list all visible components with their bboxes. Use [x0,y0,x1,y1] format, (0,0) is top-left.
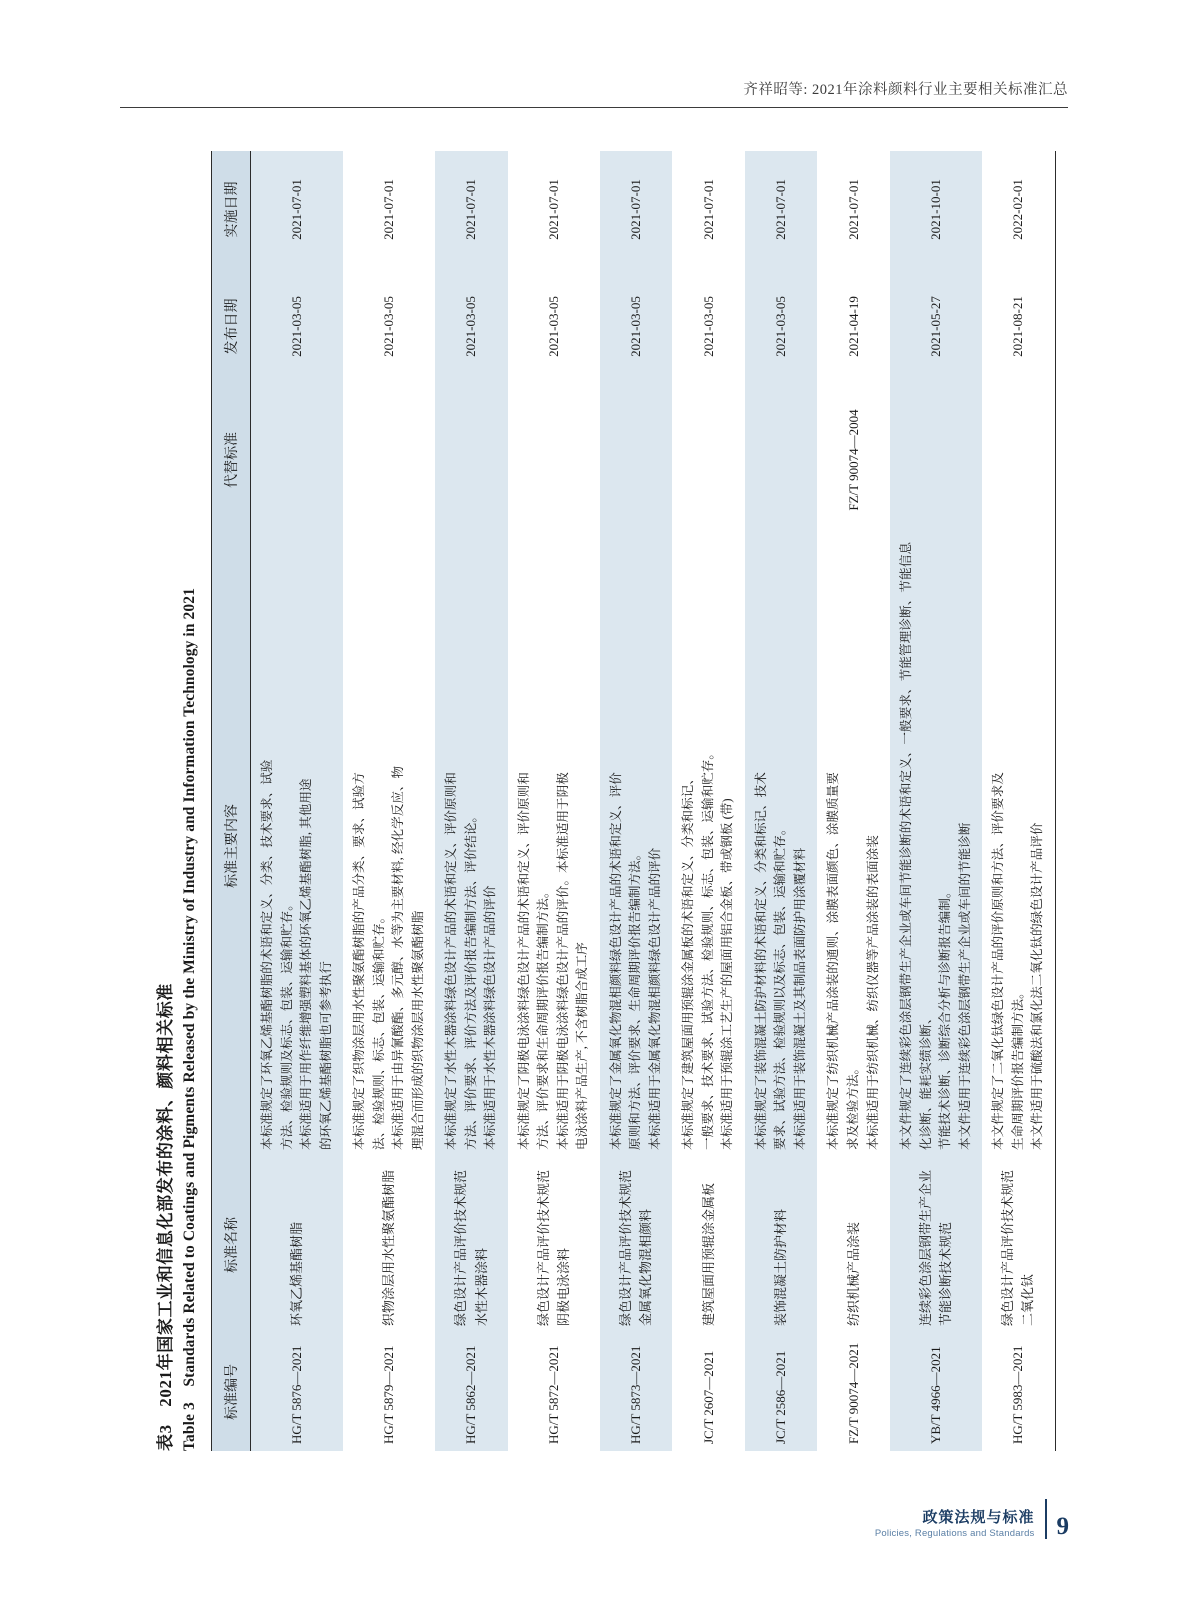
footer-divider [1045,1499,1047,1539]
footer-section-label [875,1509,1035,1540]
cell-standard-content [343,535,435,1157]
table-row [599,151,672,1451]
content-line: 节能技术诊断、诊断综合分析与诊断报告编制。 [937,885,952,1150]
standards-table [211,151,1056,1451]
cell-standard-name: 织物涂层用水性聚氨酯树脂 [343,1157,435,1333]
cell-standard-content [672,535,745,1157]
content-line: 本标准适用于阴极电泳涂料绿色设计产品的评价。本标准适用于阴极 [555,772,570,1150]
col-header-name: 标准名称 [211,1157,250,1333]
cell-replaced-standard [507,385,599,535]
content-line: 方法、检验规则及标志、包装、运输和贮存。 [279,898,294,1150]
cell-standard-number: HG/T 5876—2021 [250,1333,343,1451]
cell-standard-number: HG/T 5862—2021 [435,1333,508,1451]
content-line: 本标准适用于预辊涂工艺生产的屋面用铝合金板、带或钢板 (带) [719,798,734,1150]
table-row [250,151,343,1451]
cell-published-date: 2021-03-05 [250,268,343,385]
cell-implemented-date: 2021-07-01 [435,151,508,268]
content-line: 本标准适用于水性木器涂料绿色设计产品的评价 [482,885,497,1150]
table-row [982,151,1055,1451]
cell-replaced-standard [672,385,745,535]
table-row [507,151,599,1451]
cell-standard-content [817,535,890,1157]
cell-standard-name: 绿色设计产品评价技术规范 二氧化钛 [982,1157,1055,1333]
table-header-row [211,151,250,1451]
cell-standard-number: YB/T 4966—2021 [890,1333,982,1451]
table-header [211,151,250,1451]
cell-implemented-date: 2021-07-01 [507,151,599,268]
cell-standard-name: 绿色设计产品评价技术规范 金属氧化物混相颜料 [599,1157,672,1333]
content-line: 本标准规定了环氧乙烯基酯树脂的术语和定义、分类、技术要求、试验 [259,759,274,1150]
cell-published-date: 2021-04-19 [817,268,890,385]
content-line: 本标准规定了水性木器涂料绿色设计产品的术语和定义、评价原则和 [443,772,458,1150]
cell-replaced-standard [343,385,435,535]
footer-section-en: Policies, Regulations and Standards [874,1528,1035,1540]
cell-implemented-date: 2021-07-01 [599,151,672,268]
col-header-replaced: 代替标准 [211,385,250,535]
cell-published-date: 2021-03-05 [599,268,672,385]
cell-replaced-standard [982,385,1055,535]
content-line: 方法、评价要求、评价方法及评价报告编制方法、评价结论。 [463,809,478,1150]
cell-published-date: 2021-03-05 [672,268,745,385]
table-row [435,151,508,1451]
content-line: 本标准规定了阴极电泳涂料绿色设计产品的术语和定义、评价原则和 [516,772,531,1150]
cell-standard-number: JC/T 2607—2021 [672,1333,745,1451]
col-header-implemented: 实施日期 [211,151,250,268]
cell-standard-content [982,535,1055,1157]
cell-standard-name: 纺织机械产品涂装 [817,1157,890,1333]
table-caption [154,115,201,1451]
cell-standard-name: 绿色设计产品评价技术规范 阴极电泳涂料 [507,1157,599,1333]
content-line: 一般要求、技术要求、试验方法、检验规则、标志、包装、运输和贮存。 [700,747,715,1150]
table-row [343,151,435,1451]
content-line: 法、检验规则、标志、包装、运输和贮存。 [371,910,386,1150]
table-body [250,151,1055,1451]
content-line: 本文件适用于硫酸法和氯化法二氧化钛的绿色设计产品评价 [1029,822,1044,1150]
page-number: 9 [1056,1513,1069,1540]
cell-replaced-standard [890,385,982,535]
running-head: 齐祥昭等: 2021年涂料颜料行业主要相关标准汇总 [743,82,1068,98]
cell-standard-name: 连续彩色涂层钢带生产企业节能诊断技术规范 [890,1157,982,1333]
content-line: 理混合而形成的织物涂层用水性聚氨酯树脂 [410,910,425,1150]
content-line: 方法、评价要求和生命周期评价报告编制方法。 [535,885,550,1150]
cell-implemented-date: 2021-10-01 [890,151,982,268]
content-line: 生命周期评价报告编制方法。 [1010,986,1025,1150]
cell-standard-name: 绿色设计产品评价技术规范 水性木器涂料 [435,1157,508,1333]
col-header-content: 标准主要内容 [211,535,250,1157]
content-line: 原则和方法、评价要求、生命周期评价报告编制方法。 [627,847,642,1150]
content-line: 本文件规定了二氧化钛绿色设计产品的评价原则和方法、评价要求及 [990,772,1005,1150]
cell-standard-number: JC/T 2586—2021 [744,1333,817,1451]
content-line: 的环氧乙烯基酯树脂也可参考执行 [318,961,333,1150]
cell-replaced-standard [744,385,817,535]
col-header-number: 标准编号 [211,1333,250,1451]
cell-standard-content [507,535,599,1157]
cell-standard-content [599,535,672,1157]
cell-standard-number: FZ/T 90074—2021 [817,1333,890,1451]
table-row [672,151,745,1451]
page-footer [875,1499,1069,1540]
cell-standard-content [744,535,817,1157]
content-line: 本标准适用于金属氧化物混相颜料绿色设计产品的评价 [647,847,662,1150]
content-line: 本标准规定了织物涂层用水性聚氨酯树脂的产品分类、要求、试验方 [351,772,366,1150]
content-line: 求及检验方法。 [845,1061,860,1150]
cell-implemented-date: 2021-07-01 [250,151,343,268]
cell-standard-number: HG/T 5873—2021 [599,1333,672,1451]
cell-replaced-standard [250,385,343,535]
footer-section-cn: 政策法规与标准 [922,1510,1035,1527]
cell-replaced-standard [435,385,508,535]
content-line: 本标准规定了纺织机械产品涂装的通则、涂膜表面颜色、涂膜质量要 [825,772,840,1150]
table-caption-cn: 表3 2021年国家工业和信息化部发布的涂料、颜料相关标准 [155,983,175,1451]
cell-published-date: 2021-03-05 [744,268,817,385]
content-line: 本标准适用于装饰混凝土及其制品表面防护用涂覆材料 [792,847,807,1150]
content-line: 本标准规定了装饰混凝土防护材料的术语和定义、分类和标记、技术 [753,772,768,1150]
cell-implemented-date: 2021-07-01 [672,151,745,268]
col-header-published: 发布日期 [211,268,250,385]
cell-replaced-standard: FZ/T 90074—2004 [817,385,890,535]
cell-published-date: 2021-03-05 [435,268,508,385]
content-line: 本文件规定了连续彩色涂层钢带生产企业或车间节能诊断的术语和定义、一般要求、节能管理诊断、节能信息化诊断、能耗实绩诊断、 [898,542,933,1150]
cell-standard-content [890,535,982,1157]
cell-standard-name: 建筑屋面用预辊涂金属板 [672,1157,745,1333]
table-row [890,151,982,1451]
cell-standard-content [435,535,508,1157]
cell-implemented-date: 2022-02-01 [982,151,1055,268]
table-caption-en: Table 3 Standards Related to Coatings and Pigments Released by the Ministry of Industry and Information Technology in 2021 [180,588,198,1451]
content-line: 电泳涂料产品生产, 不含树脂合成工序 [574,942,589,1150]
landscape-page-body [154,115,1044,1485]
cell-implemented-date: 2021-07-01 [817,151,890,268]
content-line: 要求、试验方法、检验规则以及标志、包装、运输和贮存。 [772,822,787,1150]
cell-implemented-date: 2021-07-01 [744,151,817,268]
content-line: 本标准规定了金属氧化物混相颜料绿色设计产品的术语和定义、评价 [608,772,623,1150]
cell-standard-name: 装饰混凝土防护材料 [744,1157,817,1333]
cell-published-date: 2021-05-27 [890,268,982,385]
cell-standard-number: HG/T 5872—2021 [507,1333,599,1451]
table-row [744,151,817,1451]
content-line: 本文件适用于连续彩色涂层钢带生产企业或车间的节能诊断 [957,822,972,1150]
cell-published-date: 2021-08-21 [982,268,1055,385]
cell-published-date: 2021-03-05 [343,268,435,385]
cell-standard-name: 环氧乙烯基酯树脂 [250,1157,343,1333]
cell-implemented-date: 2021-07-01 [343,151,435,268]
content-line: 本标准规定了建筑屋面用预辊涂金属板的术语和定义、分类和标记、 [680,772,695,1150]
table-row [817,151,890,1451]
cell-standard-content [250,535,343,1157]
content-line: 本标准适用于用作纤维增强塑料基体的环氧乙烯基酯树脂, 其他用途 [298,778,313,1150]
cell-published-date: 2021-03-05 [507,268,599,385]
content-line: 本标准适用于纺织机械、纺织仪器等产品涂装的表面涂装 [865,835,880,1150]
cell-standard-number: HG/T 5879—2021 [343,1333,435,1451]
cell-replaced-standard [599,385,672,535]
content-line: 本标准适用于由异氰酸酯、多元醇、水等为主要材料, 经化学反应、物 [390,765,405,1150]
cell-standard-number: HG/T 5983—2021 [982,1333,1055,1451]
